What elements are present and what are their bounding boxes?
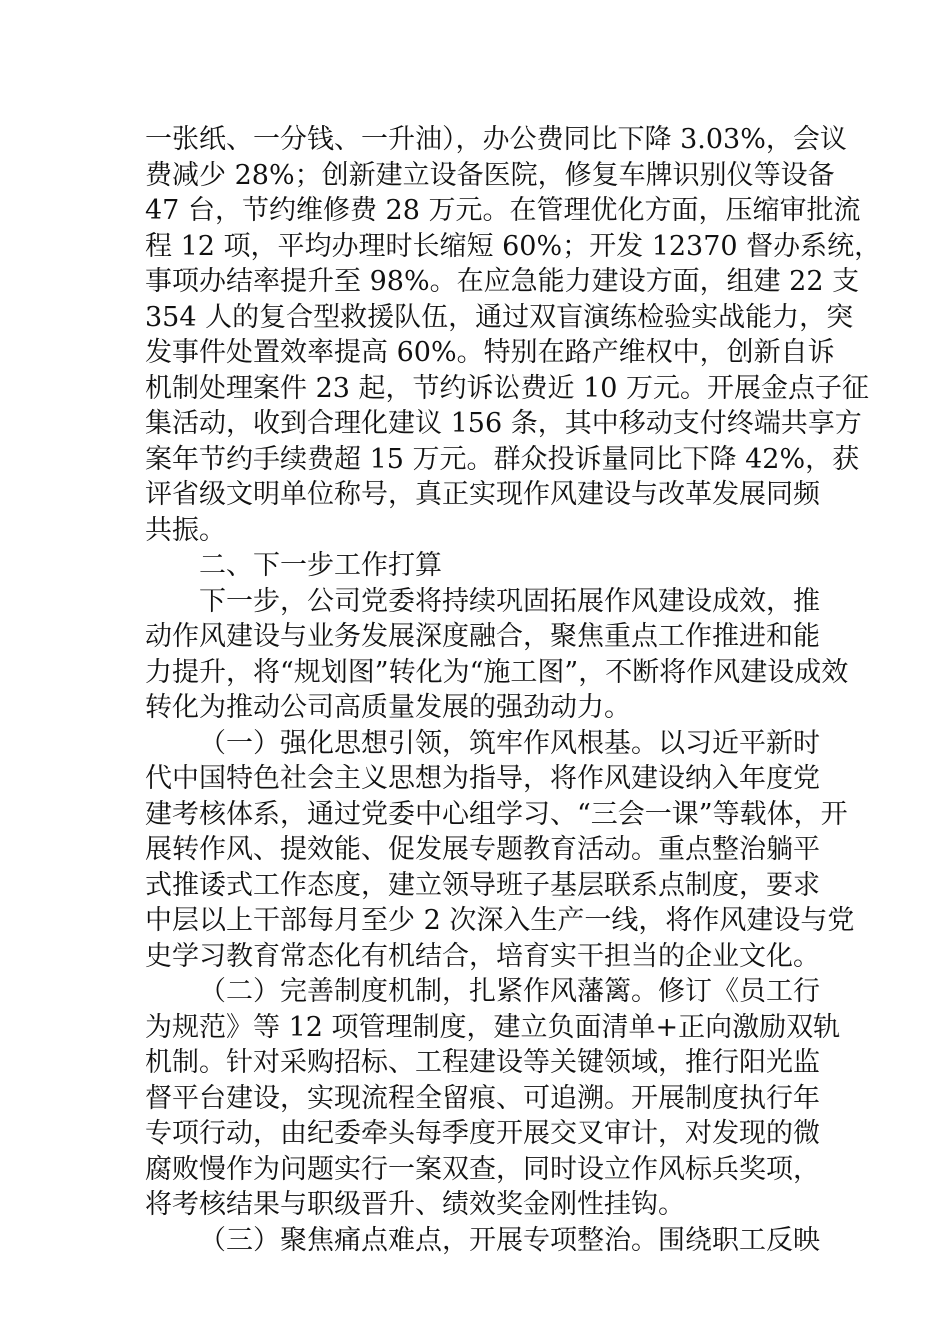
section-heading	[145, 548, 807, 584]
paragraph	[145, 584, 849, 726]
text-line: 机制。针对采购招标、工程建设等关键领域，推行阳光监	[145, 1047, 820, 1078]
text-line: 机制处理案件 23 起，节约诉讼费近 10 万元。开展金点子征	[145, 372, 870, 404]
text-line: 力提升，将“规划图”转化为“施工图”，不断将作风建设成效	[145, 656, 849, 688]
text-line: 程 12 项，平均办理时长缩短 60%；开发 12370 督办系统，	[145, 230, 882, 262]
text-line: 代中国特色社会主义思想为指导，将作风建设纳入年度党	[145, 763, 820, 794]
paragraph	[145, 974, 841, 1223]
text-line: 动作风建设与业务发展深度融合，聚焦重点工作推进和能	[145, 621, 820, 652]
text-line: 事项办结率提升至 98%。在应急能力建设方面，组建 22 支	[145, 266, 860, 297]
text-line: 建考核体系，通过党委中心组学习、“三会一课”等载体，开	[145, 798, 848, 830]
text-line: 发事件处置效率提高 60%。特别在路产维权中，创新自诉	[145, 337, 835, 368]
text-line: （二）完善制度机制，扎紧作风藩篱。修订《员工行	[199, 976, 820, 1007]
text-line: 案年节约手续费超 15 万元。群众投诉量同比下降 42%，获	[145, 443, 860, 475]
text-line: 展转作风、提效能、促发展专题教育活动。重点整治躺平	[145, 834, 820, 865]
text-line: 中层以上干部每月至少 2 次深入生产一线，将作风建设与党	[145, 905, 855, 936]
text-line: 将考核结果与职级晋升、绩效奖金刚性挂钩。	[145, 1189, 685, 1220]
text-line: 二、下一步工作打算	[199, 550, 442, 581]
text-line: 腐败慢作为问题实行一案双查，同时设立作风标兵奖项，	[145, 1153, 820, 1185]
text-line: 共振。	[145, 514, 226, 546]
text-line: （一）强化思想引领，筑牢作风根基。以习近平新时	[199, 727, 820, 759]
text-line: 下一步，公司党委将持续巩固拓展作风建设成效，推	[199, 585, 820, 617]
text-line: 评省级文明单位称号，真正实现作风建设与改革发展同频	[145, 479, 820, 510]
text-line: 费减少 28%；创新建立设备医院，修复车牌识别仪等设备	[145, 159, 835, 191]
text-line: 转化为推动公司高质量发展的强劲动力。	[145, 692, 631, 723]
paragraph	[145, 122, 882, 548]
text-line: 史学习教育常态化有机结合，培育实干担当的企业文化。	[145, 940, 820, 972]
text-line: 一张纸、一分钱、一升油），办公费同比下降 3.03%，会议	[145, 124, 847, 155]
document-body	[145, 122, 882, 1258]
paragraph	[145, 726, 855, 975]
text-line: 集活动，收到合理化建议 156 条，其中移动支付终端共享方	[145, 408, 862, 439]
paragraph	[145, 1223, 820, 1259]
text-line: 354 人的复合型救援队伍，通过双盲演练检验实战能力，突	[145, 301, 854, 333]
text-line: 专项行动，由纪委牵头每季度开展交叉审计，对发现的微	[145, 1118, 820, 1149]
text-line: 47 台，节约维修费 28 万元。在管理优化方面，压缩审批流	[145, 195, 861, 226]
text-line: 为规范》等 12 项管理制度，建立负面清单+正向激励双轨	[145, 1011, 841, 1043]
text-line: （三）聚焦痛点难点，开展专项整治。围绕职工反映	[199, 1224, 820, 1256]
text-line: 式推诿式工作态度，建立领导班子基层联系点制度，要求	[145, 869, 820, 901]
text-line: 督平台建设，实现流程全留痕、可追溯。开展制度执行年	[145, 1082, 820, 1114]
